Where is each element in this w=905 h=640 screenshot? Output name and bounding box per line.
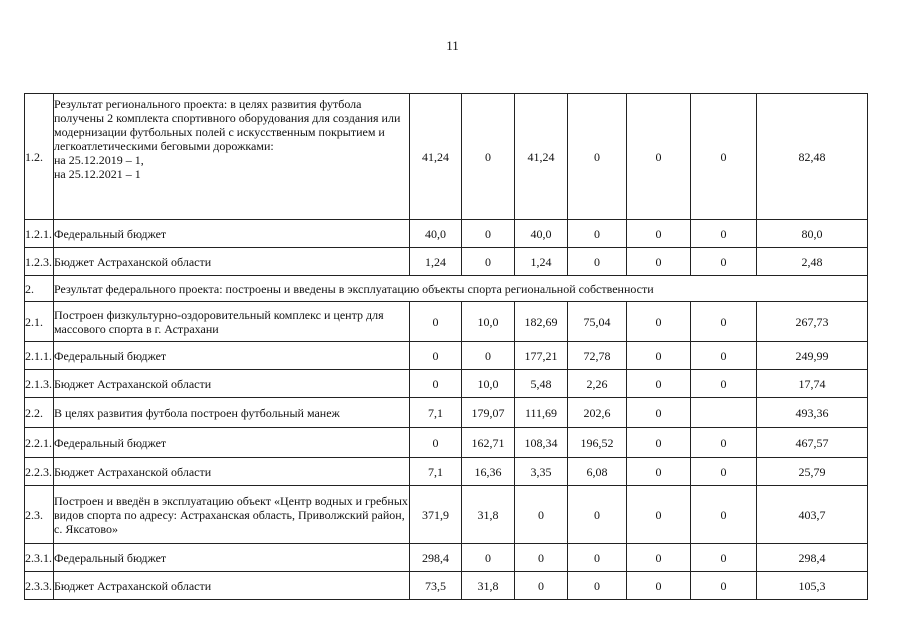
table-row <box>25 572 868 600</box>
value-cell: 0 <box>568 544 627 572</box>
value-cell: 0 <box>691 544 757 572</box>
value-cell: 267,73 <box>757 302 868 342</box>
value-cell: 0 <box>627 428 691 458</box>
table-row <box>25 428 868 458</box>
value-cell: 179,07 <box>462 398 515 428</box>
value-cell: 2,48 <box>757 248 868 276</box>
value-cell: 0 <box>568 248 627 276</box>
row-number: 2.2.3. <box>25 458 54 486</box>
row-number: 2.1.1. <box>25 342 54 370</box>
row-description: В целях развития футбола построен футбольный манеж <box>54 398 410 428</box>
value-cell: 162,71 <box>462 428 515 458</box>
row-number: 1.2. <box>25 94 54 220</box>
value-cell: 298,4 <box>410 544 462 572</box>
value-cell: 0 <box>568 94 627 220</box>
value-cell: 2,26 <box>568 370 627 398</box>
value-cell: 0 <box>462 544 515 572</box>
table-row <box>25 544 868 572</box>
row-number: 2.3.1. <box>25 544 54 572</box>
value-cell: 0 <box>691 370 757 398</box>
value-cell: 0 <box>568 486 627 544</box>
row-number: 2.3. <box>25 486 54 544</box>
value-cell: 3,35 <box>515 458 568 486</box>
table-row <box>25 398 868 428</box>
page-number: 11 <box>446 38 459 53</box>
value-cell: 0 <box>627 572 691 600</box>
value-cell: 108,34 <box>515 428 568 458</box>
value-cell: 0 <box>627 398 691 428</box>
row-number: 2.3.3. <box>25 572 54 600</box>
value-cell: 5,48 <box>515 370 568 398</box>
row-description: Федеральный бюджет <box>54 428 410 458</box>
value-cell: 72,78 <box>568 342 627 370</box>
value-cell: 0 <box>627 248 691 276</box>
value-cell: 0 <box>515 486 568 544</box>
row-number: 1.2.1. <box>25 220 54 248</box>
value-cell: 0 <box>691 342 757 370</box>
table-body <box>25 94 868 600</box>
row-description: Бюджет Астраханской области <box>54 458 410 486</box>
value-cell: 0 <box>410 370 462 398</box>
table-row <box>25 342 868 370</box>
value-cell: 0 <box>515 572 568 600</box>
value-cell: 493,36 <box>757 398 868 428</box>
value-cell: 0 <box>627 302 691 342</box>
value-cell: 7,1 <box>410 458 462 486</box>
value-cell: 0 <box>462 342 515 370</box>
value-cell: 0 <box>410 342 462 370</box>
table-row <box>25 486 868 544</box>
value-cell: 31,8 <box>462 572 515 600</box>
value-cell: 73,5 <box>410 572 462 600</box>
value-cell: 105,3 <box>757 572 868 600</box>
value-cell: 298,4 <box>757 544 868 572</box>
row-number: 2.2.1. <box>25 428 54 458</box>
value-cell: 0 <box>691 220 757 248</box>
budget-table <box>24 93 868 600</box>
value-cell: 0 <box>691 94 757 220</box>
value-cell: 1,24 <box>515 248 568 276</box>
value-cell: 111,69 <box>515 398 568 428</box>
row-number: 2. <box>25 276 54 302</box>
value-cell: 403,7 <box>757 486 868 544</box>
table-row <box>25 370 868 398</box>
table-row <box>25 276 868 302</box>
value-cell: 0 <box>627 544 691 572</box>
table-row <box>25 220 868 248</box>
value-cell: 0 <box>691 486 757 544</box>
table-row <box>25 458 868 486</box>
row-description: Бюджет Астраханской области <box>54 572 410 600</box>
value-cell: 25,79 <box>757 458 868 486</box>
value-cell: 7,1 <box>410 398 462 428</box>
value-cell: 82,48 <box>757 94 868 220</box>
value-cell: 0 <box>691 572 757 600</box>
row-description: Федеральный бюджет <box>54 220 410 248</box>
value-cell: 41,24 <box>410 94 462 220</box>
value-cell: 0 <box>568 572 627 600</box>
value-cell: 0 <box>462 220 515 248</box>
value-cell: 0 <box>515 544 568 572</box>
row-description: Федеральный бюджет <box>54 544 410 572</box>
value-cell: 10,0 <box>462 302 515 342</box>
value-cell: 0 <box>627 220 691 248</box>
value-cell: 16,36 <box>462 458 515 486</box>
table-row <box>25 248 868 276</box>
value-cell: 6,08 <box>568 458 627 486</box>
value-cell: 17,74 <box>757 370 868 398</box>
value-cell: 0 <box>627 486 691 544</box>
value-cell: 0 <box>691 458 757 486</box>
value-cell: 177,21 <box>515 342 568 370</box>
value-cell: 0 <box>462 248 515 276</box>
table-row <box>25 302 868 342</box>
value-cell: 182,69 <box>515 302 568 342</box>
value-cell: 0 <box>691 428 757 458</box>
row-description: Бюджет Астраханской области <box>54 248 410 276</box>
value-cell: 0 <box>568 220 627 248</box>
table-row <box>25 94 868 220</box>
row-description: Результат регионального проекта: в целях развития футбола получены 2 комплекта спортивного оборудования для создания или модернизации футбольных полей с искусственным покрытием и легкоатлетическими беговыми дорожками: на 25.12.2019 – 1, на 25.12.2021 – 1 <box>54 94 410 220</box>
row-description: Результат федерального проекта: построены и введены в эксплуатацию объекты спорта региональной собственности <box>54 276 868 302</box>
value-cell: 467,57 <box>757 428 868 458</box>
row-description: Построен физкультурно-оздоровительный комплекс и центр для массового спорта в г. Астрахани <box>54 302 410 342</box>
value-cell: 40,0 <box>410 220 462 248</box>
value-cell: 0 <box>410 302 462 342</box>
value-cell: 202,6 <box>568 398 627 428</box>
value-cell: 249,99 <box>757 342 868 370</box>
value-cell <box>691 398 757 428</box>
value-cell: 0 <box>462 94 515 220</box>
value-cell: 0 <box>410 428 462 458</box>
value-cell: 40,0 <box>515 220 568 248</box>
value-cell: 80,0 <box>757 220 868 248</box>
value-cell: 0 <box>691 302 757 342</box>
row-number: 1.2.3. <box>25 248 54 276</box>
value-cell: 196,52 <box>568 428 627 458</box>
value-cell: 41,24 <box>515 94 568 220</box>
value-cell: 0 <box>691 248 757 276</box>
row-description: Федеральный бюджет <box>54 342 410 370</box>
value-cell: 0 <box>627 458 691 486</box>
value-cell: 10,0 <box>462 370 515 398</box>
value-cell: 371,9 <box>410 486 462 544</box>
row-number: 2.1. <box>25 302 54 342</box>
row-number: 2.2. <box>25 398 54 428</box>
value-cell: 31,8 <box>462 486 515 544</box>
value-cell: 0 <box>627 94 691 220</box>
value-cell: 75,04 <box>568 302 627 342</box>
row-number: 2.1.3. <box>25 370 54 398</box>
value-cell: 0 <box>627 370 691 398</box>
row-description: Построен и введён в эксплуатацию объект «Центр водных и гребных видов спорта по адресу: Астраханская область, Приволжский район, с. Яксатово» <box>54 486 410 544</box>
row-description: Бюджет Астраханской области <box>54 370 410 398</box>
value-cell: 1,24 <box>410 248 462 276</box>
value-cell: 0 <box>627 342 691 370</box>
